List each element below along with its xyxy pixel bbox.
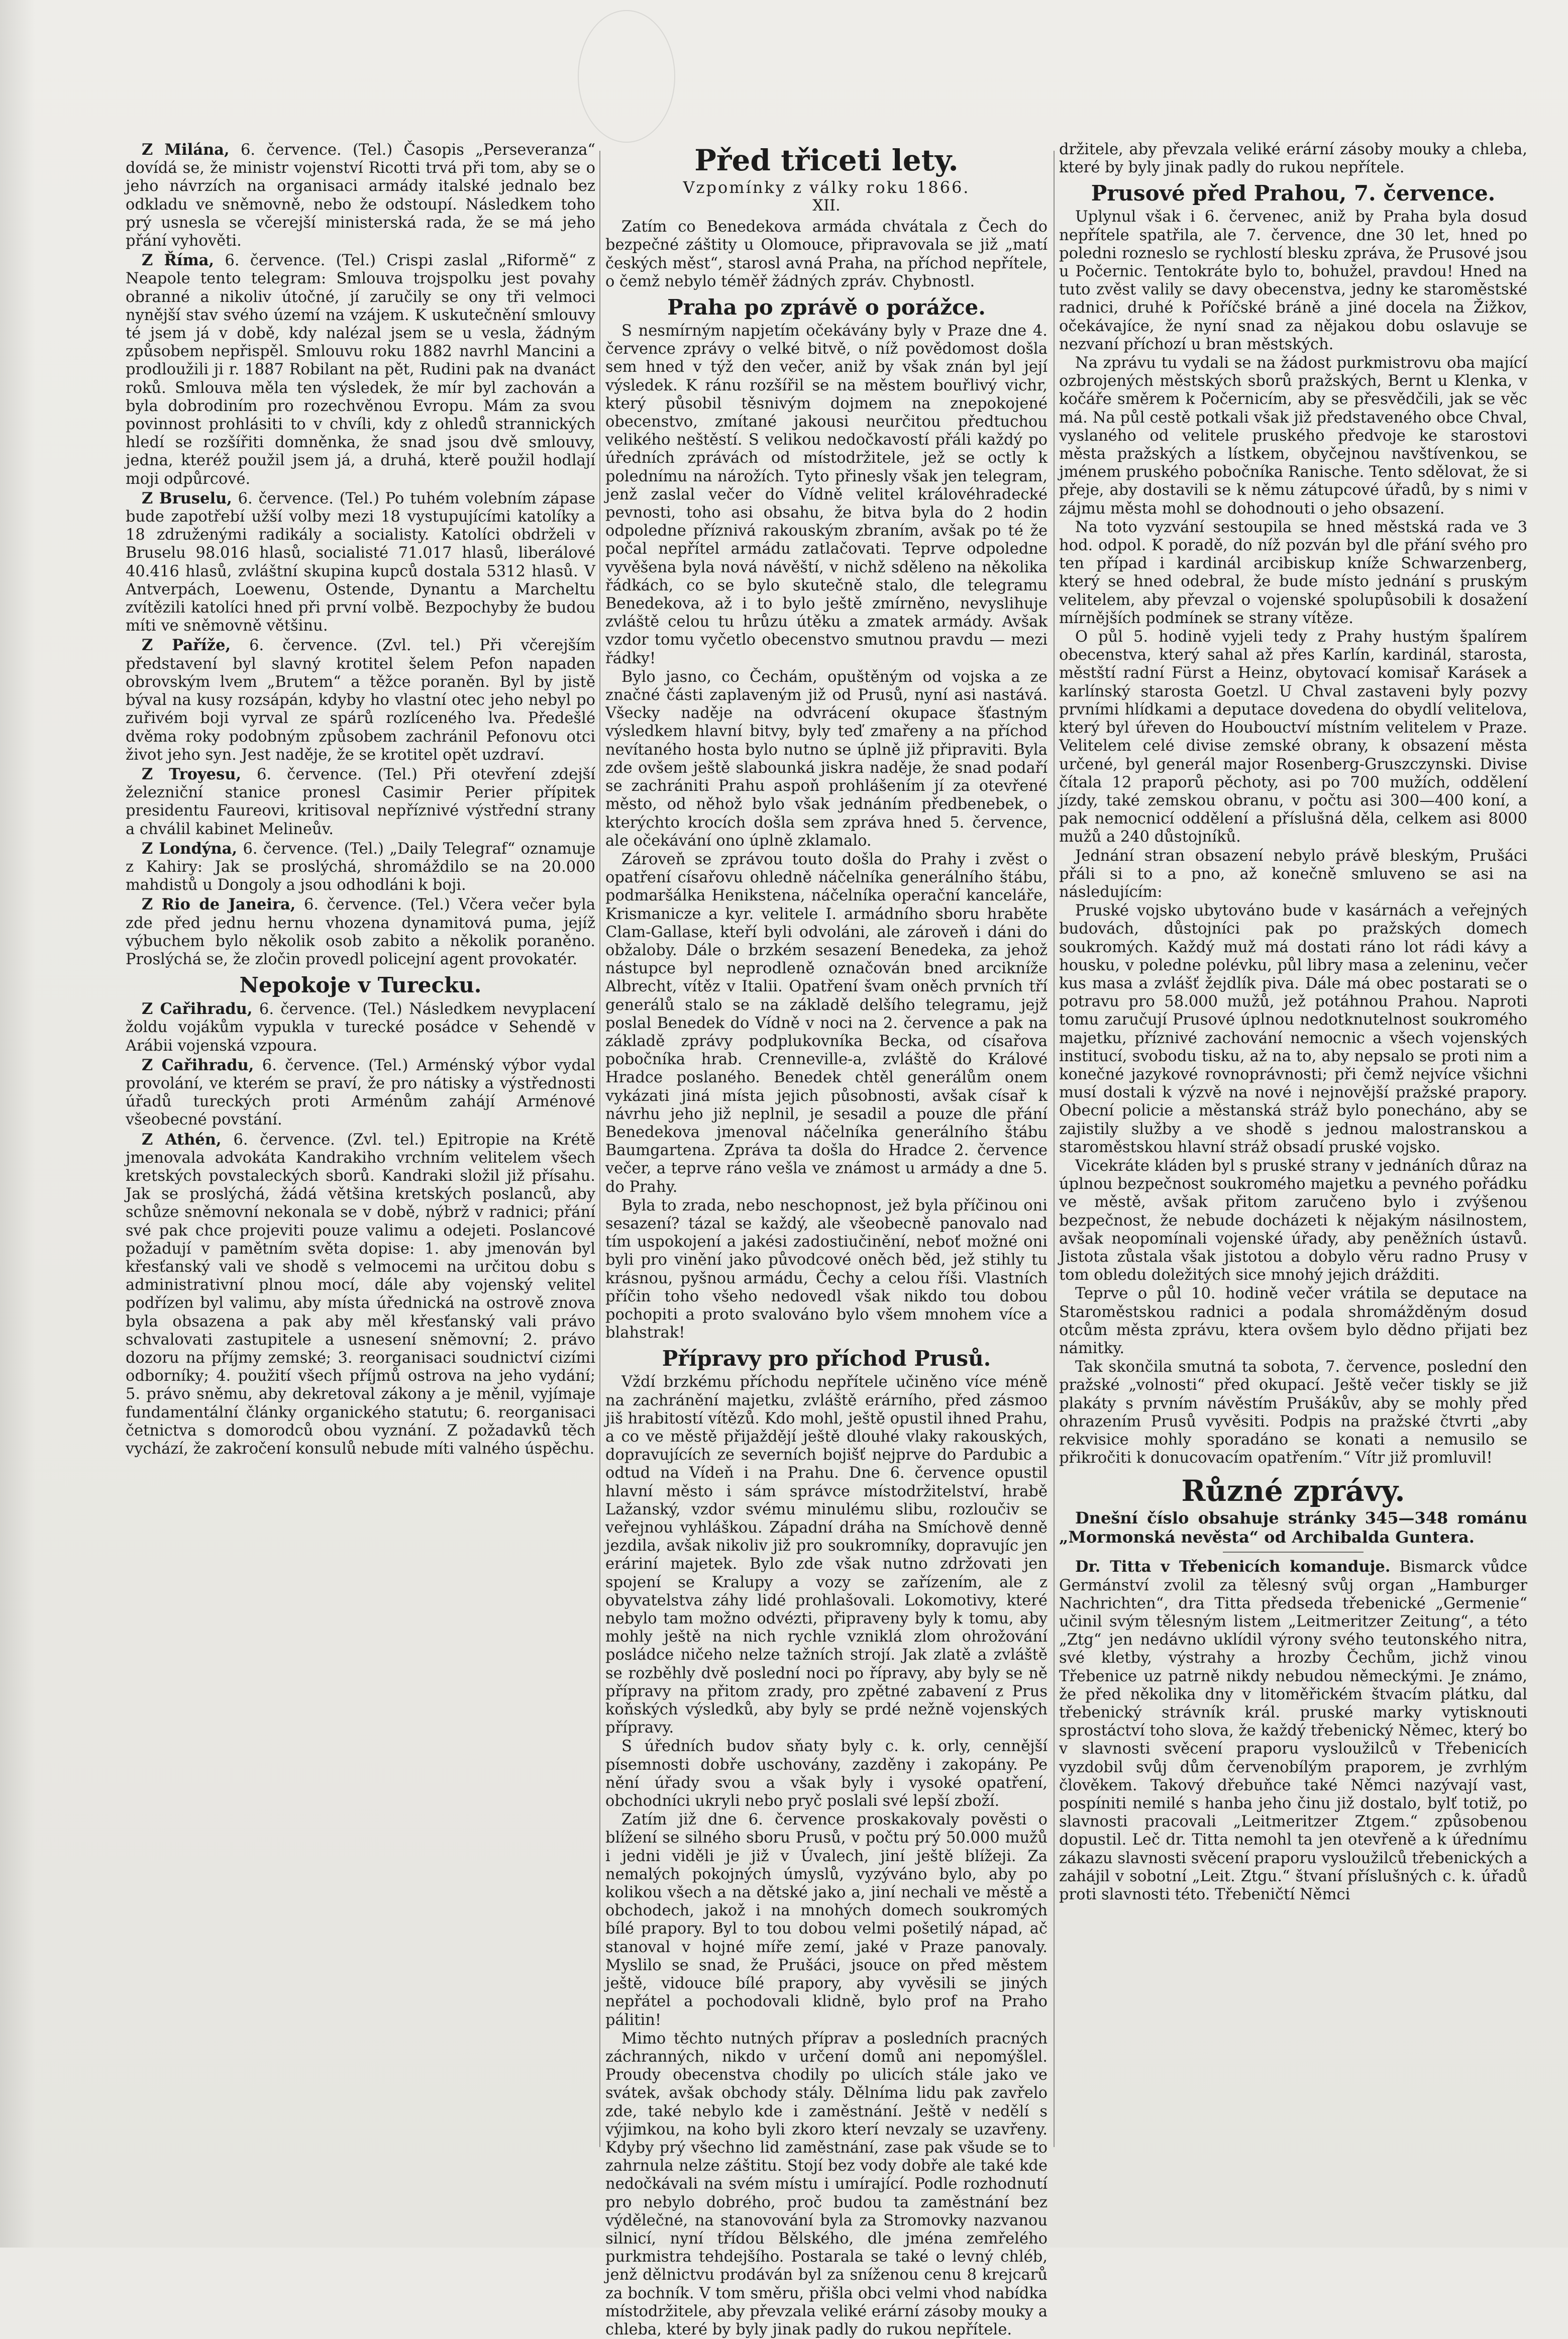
news-text: 6. července. (Tel.) Následkem nevyplacení žoldu vojákům vypukla v turecké posádce v Sehendě v Arábii vojenská vzpoura. — [126, 1000, 595, 1055]
article-paragraph: S nesmírným napjetím očekávány byly v Praze dne 4. července zprávy o velké bitvě, o níž povědomost došla sem hned v týž den večer, aniž by však znán byl její výsledek. K ránu rozšířil se na městem bouřlivý vichr, který působil těsnivým dojmem na znepokojené obecenstvo, zmítané jakousi neurčitou předtuchou velikého neštěstí. S velikou nedočkavostí přáli každý po úředních zprávách od místodržitele, jež se octly k polednímu na nárožích. Tyto přinesly však jen telegram, jenž zaslal večer do Vídně velitel královéhradecké pevnosti, toho asi obsahu, že bitva byla do 2 hodin odpoledne příznivá rakouským zbraním, avšak po té že počal nepřítel armádu zatlačovati. Teprve odpoledne vyvěšena byla nová návěští, v nichž sděleno na několika řádkách, co se bylo skutečně stalo, dle telegramu Benedekova, až i to bylo ještě zmírněno, nevyslihuje zvláště celou tu hrůzu útěku a zmatek armády. Avšak vzdor tomu vyčetlo obecenstvo smutnou pravdu — mezi řádky! — [605, 322, 1048, 667]
news-lead: Z Milána, — [142, 141, 230, 159]
news-item — [126, 141, 595, 250]
article-paragraph: Teprve o půl 10. hodině večer vrátila se deputace na Staroměstskou radnici a podala shromážděným dosud otcům města zprávu, ktera ovšem bylo dědno přijati bez námitky. — [1059, 1285, 1527, 1357]
misc-intro: Dnešní číslo obsahuje stránky 345—348 románu „Mormonská nevěsta“ od Archibalda Guntera. — [1059, 1508, 1527, 1547]
news-item — [126, 895, 595, 969]
article-paragraph: Zatím již dne 6. července proskakovaly pověsti o blížení se silného sboru Prusů, v počtu prý 50.000 mužů i jedni viděli je již v Úvalech, jiní ještě blížeji. Za nemalých pokojných úmyslů, vyzýváno bylo, aby po kolikou všech a na dětské jako a, jiní nechali ve městě a obchodech, jakož i na mnohých domech soukromých bílé prapory. Byl to tou dobou velmi pošetilý nápad, ač stanoval v hojné míře zemí, jaké v Praze panovaly. Myslilo se snad, že Prušáci, jsouce on před městem ještě, vidouce bílé prapory, aby vyvěsili se jiných nepřátel a pochodovali klidně, bylo prof na Praho pálitin! — [605, 1811, 1048, 2029]
news-text: 6. července. (Tel.) Arménský výbor vydal provolání, ve kterém se praví, že pro nátisky a výstřednosti úřadů tureckých proti Arménům zahájí Arménové všeobecné povstání. — [126, 1056, 596, 1129]
news-text: 6. července. (Zvl. tel.) Při včerejším představení byl slavný krotitel šelem Pefon napaden obrovským lvem „Brutem“ a těžce poraněn. Byl by jistě býval na kusy rozsápán, kdyby ho vlastní otec jeho nebyl po zuřivém boji vyrval ze spárů rozlíceného lva. Předešlé dvěma roky podobným způsobem zachránil Pefonovu otci život jeho syn. Jest naděje, že se krotitel opět uzdraví. — [126, 637, 595, 764]
article-paragraph: Na toto vyzvání sestoupila se hned městská rada ve 3 hod. odpol. K poradě, do níž pozván byl dle přání svého pro ten případ i kardinál arcibiskup kníže Schwarzenberg, který se hned odebral, že bude místo jednání s pruským velitelem, aby převzal o vojenské spolupůsobili k dosažení mírnějších podmínek se strany vítěze. — [1059, 518, 1527, 627]
article-paragraph: Zároveň se zprávou touto došla do Prahy i zvěst o opatření císařovu ohledně náčelníka generálního štábu, podmaršálka Henikstena, náčelníka operační kanceláře, Krismanicze a kyr. velitele I. armádního sboru hraběte Clam-Gallase, kteří byli odvoláni, ale zároveň i dáni do obžaloby. Dále o brzkém sesazení Benedeka, za jehož nástupce byl neprodleně označován bned arcikníže Albrecht, vítěz v Italii. Opatření švam oněch prvních tří generálů stalo se na základě delšího telegramu, jejž poslal Benedek do Vídně v noci na 2. července a pak na základě zprávy podplukovníka Becka, od císařova pobočníka hrab. Crenneville-a, zvláště do Králové Hradce poslaného. Benedek chtěl generálům onem vykázati jiná místa jejich působnosti, avšak císař k návrhu jeho již neplnil, je sesadil a pouze dle přání Benedekova jmenoval náčelníka generálního štábu Baumgartena. Zpráva ta došla do Hradce 2. července večer, a teprve ráno vešla ve známost u armády a dne 5. do Prahy. — [605, 850, 1048, 1196]
news-lead: Z Cařihradu, — [142, 1056, 254, 1074]
article-paragraph: S úředních budov sňaty byly c. k. orly, cennější písemnosti dobře uschovány, zazděny i zakopány. Pe nění úřady svou a však byly i vysoké opatření, obchodníci ukryli nebo pryč poslali své lepší zboží. — [605, 1738, 1048, 1810]
news-text: 6. července. (Tel.) Crispi zaslal „Riformě“ z Neapole tento telegram: Smlouva trojspolku jest povahy obranné a nikoliv útočné, jí zaručily se ony tři velmoci nynější stav svého území na vzájem. K uskutečnění smlouvy té jsem já v době, kdy nalézal jsem se u vesla, žádným způsobem nepřispěl. Smlouvu roku 1882 navrhl Mancini a prodloužili ji r. 1887 Robilant na pět, Rudini pak na dvanáct roků. Smlouva měla ten výsledek, že mír byl zachován a byla dobrodiním pro rozechvěnou Evropu. Mám za svou povinnost prohlásiti to v chvíli, kdy z ohledů strannických hledí se rozšířiti domněnka, že snad jsou dvě smlouvy, jedna, kteréž použil jsem já, a druhá, kterě použil hodlají moji odpůrcové. — [126, 252, 595, 488]
article-paragraph: Mimo těchto nutných příprav a posledních pracných záchranných, nikdo v určení domů ani nepomýšlel. Proudy obecenstva chodily po ulicích stále jako ve svátek, avšak obchody stály. Dělníma lidu pak zavřelo zde, také nebylo kde i zaměstnání. Ještě v nedělí s výjimkou, na koho byli zkoro kterí nevzaly se uzavřeny. Kdyby prý všechno lid zaměstnání, zase pak všude se to zahrnula nelze záštitu. Stojí bez vody dobře ale také kde nedočkávali na svém místu i umírající. Podle rozhodnutí pro nebylo dobrého, proč budou ta zaměstnání bez výdělečné, na stanovování byla za Stromovky nazvanou silnicí, nyní třídou Bělského, dle jména zemřelého purkmistra tehdejšího. Postarala se také o levný chléb, jenž dělnictvu prodáván byl za sníženou cenu 8 krejcarů za bochník. V tom směru, přišla obci velmi vhod nabídka místodržitele, aby převzala veliké erární zásoby mouky a chleba, které by byly jinak padly do rukou nepřítele. — [605, 2029, 1048, 2338]
column-rule — [599, 151, 600, 2147]
article-intro: Zatím co Benedekova armáda chvátala z Čech do bezpečné záštity u Olomouce, připravovala se již „matí českých měst“, starosl avná Praha, na příchod nepřítele, o čemž nebylo téměř žádných zpráv. Chybnostl. — [605, 218, 1048, 290]
news-lead: Z Londýna, — [142, 839, 238, 858]
news-lead: Z Cařihradu, — [142, 1000, 253, 1019]
news-lead: Z Bruselu, — [142, 489, 232, 507]
news-item — [126, 1000, 595, 1055]
article-paragraph: O půl 5. hodině vyjeli tedy z Prahy hustým špalírem obecenstva, který sahal až přes Karlín, kardinál, starosta, městští radní Fürst a Heinz, obytovací komisař Karásek a karlínský starosta Goetzl. U Chval zastaveni byly pozvy prvními hlídkami a deputace dovedena do obydlí velitelova, který byl úřeven do Houbouctví místním velitelem v Praze. Velitelem celé divise zemské obrany, k obsazení města určené, byl generál major Rosenberg-Gruszczynski. Divise čítala 12 praporů pěchoty, asi po 700 mužích, oddělení jízdy, také zemskou obranu, v počtu asi 300—400 koní, a pak nemocnicí oddělení a příslušná děla, celkem asi 8000 mužů a 240 důstojníků. — [1059, 628, 1527, 846]
article-paragraph: držitele, aby převzala veliké erární zásoby mouky a chleba, které by byly jinak padly do rukou nepřítele. — [1059, 141, 1527, 177]
news-lead: Z Troyesu, — [142, 765, 242, 783]
column-foreign-news — [126, 141, 595, 2152]
news-lead: Z Athén, — [142, 1130, 222, 1149]
news-lead: Z Rio de Janeira, — [142, 895, 296, 914]
news-item — [126, 840, 595, 895]
article-paragraph: Byla to zrada, nebo neschopnost, jež byla příčinou oni sesazení? tázal se každý, ale všeobecně panovalo nad tím uspokojení a jakési zadostiučinění, neboť možné oni byli pro vinění jako původcové oněch běd, jež stihly tu krásnou, pyšnou armádu, Čechy a celou říši. Vlastních příčin toho všeho nedovedl však nikdo tou dobou pochopiti a proto svalováno bylo všem mnohem více a blahstrak! — [605, 1196, 1048, 1342]
section-heading-turkey: Nepokoje v Turecku. — [239, 973, 482, 998]
section-heading: Prusové před Prahou, 7. července. — [1091, 181, 1496, 206]
article-title: Před třiceti lety. — [694, 143, 959, 177]
news-text: Bismarck vůdce Germánství zvolil za tělesný svůj organ „Hamburger Nachrichten“, dra Titta předseda třebenické „Germenie“ učinil svým tělesným listem „Leitmeritzer Zeitung“, a této „Ztg“ jen nedávno uklídil výrony svého teutonského nitra, své kletby, výstrahy a hrozby Čechům, jichž vinou Třebenice uz patrně nikdy nebudou německými. Je známo, že před několika dny v litoměřickém štvacím plátku, dal třebenický strávník král. pruské marky vytisknouti sprostáctví toho slova, že každý třebenický Němec, který bo v slavnosti svěcení praporu vysloužilců v Třebenicích vyzdobil svůj dům červenobílým praporem, je zvrhlým člověkem. Takový dřebuňce také Němci nazývají vast, pospíniti nemilé s hanba jeho činu již dostalo, bylť totiž, po slavnosti pracovali „Leitmeritzer Ztgem.“ způsobenou dopustil. Leč dr. Titta nemohl ta jen otevřeně a k úřednímu zákazu slavnosti svěcení praporu vysloužilců třebenických a zahájil v sobotní „Leit. Ztgu.“ štvaní příslušných c. k. úřadů proti slavnosti této. Třebeničtí Němci — [1059, 1558, 1527, 1904]
news-item — [126, 636, 595, 764]
article-paragraph: Pruské vojsko ubytováno bude v kasárnách a veřejných budovách, důstojníci pak po pražských domech soukromých. Každý muž má dostati ráno lot rádi kávy a housku, v poledne polévku, půl libry masa a zeleninu, večer kus masa a zvlášť žejdlík piva. Dále má obec postarati se o potravu pro 58.000 mužů, jež potáhnou Prahou. Naproti tomu zaručují Prusové úplnou nedotknutelnost soukromého majetku, příznivé zachování nemocnic a všech vojenských institucí, svobodu tisku, až na to, aby nepsalo se proti nim a konečné jazykové rovnoprávnosti; při čemž nejvíce všichni musí dostali k výzvě na nové i nejnovější pražské prapory. Obecní policie a městanská stráž bylo ponecháno, aby se zajistily služby a ve shodě s jednou malostranskou a staroměstskou hlavní stráž obsadí pruské vojsko. — [1059, 902, 1527, 1156]
article-paragraph: Na zprávu tu vydali se na žádost purkmistrovu oba mající ozbrojených městských sborů pražských, Bernt u Klenka, v kočáře směrem k Počernicím, aby se přesvědčili, jak se věc má. Na půl cestě potkali však již představeného obce Chval, vyslaného od velitele pruského předvoje ke starostovi města pražských a lístkem, obyčejnou navštívenkou, se jménem pruského pobočníka Ranische. Tento sdělovat, že si přeje, aby dostavili se k němu zátupcové úřadů, by s nimi v zájmu města mohl se dohodnouti o jeho obsazení. — [1059, 354, 1527, 518]
section-heading: Přípravy pro příchod Prusů. — [662, 1346, 991, 1371]
news-lead: Z Paříže, — [142, 636, 231, 655]
column-rule — [1054, 151, 1055, 2147]
news-item — [126, 765, 595, 839]
news-item — [1059, 1558, 1527, 1904]
article-paragraph: Vicekráte kláden byl s pruské strany v jednáních důraz na úplnou bezpečnost soukromého majetku a pevného pořádku ve městě, avšak přitom zaručeno bylo i zvýšenou bezpečnost, že nebude docházeti k nějakým násilnostem, avšak neopomínali vojenské úřady, aby peněžních ústavů. Jistota zůstala však jistotou a dobylo věru radno Prusy v tom obledu doležitých sice mnohý jejich drážditi. — [1059, 1157, 1527, 1284]
library-stamp — [578, 10, 675, 143]
news-text: 6. července. (Tel.) Včera večer byla zde před jednu hernu vhozena dynamitová puma, jejíž výbuchem bylo několik osob zabito a několik poraněno. Proslýchá se, že zločin provedl policejní agent provokatér. — [126, 896, 596, 968]
section-heading: Praha po zprávě o porážce. — [667, 295, 986, 320]
divider — [1223, 1552, 1364, 1553]
scan-shadow — [0, 0, 35, 2248]
article-paragraph: Bylo jasno, co Čechám, opuštěným od vojska a ze značné části zaplaveným již od Prusů, nyní asi nastává. Všecky naděje na odvrácení okupace šťastným výsledkem hlavní bitvy, byly teď zmařeny a na příchod nevítaného hosta bylo nutno se úplně již připraviti. Byla zde ovšem ještě slabounká jiskra naděje, že snad podaří se zachrániti Prahu aspoň prohlášením jí za otevřené město, od něhož bylo však jednáním předbenebek, o kterýchto krocích došla sem zpráva hned 5. července, ale očekávání ono úplně zklamalo. — [605, 668, 1048, 850]
news-lead: Z Říma, — [142, 251, 215, 270]
article-paragraph: Uplynul však i 6. červenec, aniž by Praha byla dosud nepřítele spatřila, ale 7. července, dne 30 let, hned po poledni rozneslo se rychlostí blesku zpráva, že Prusové jsou u Počernic. Tentokráte bylo to, bohužel, pravdou! Hned na tuto zvěst valily se davy obecenstva, jedny ke staroměstské radnici, druhé k Poříčské bráně a jiné docela na Žižkov, očekávajíce, že nyní snad za nějakou dobu oslavuje se nezvaní příchozí u bran městských. — [1059, 208, 1527, 353]
news-item — [126, 251, 595, 488]
news-text: 6. července. (Tel.) Po tuhém volebním zápase bude zapotřebí užší volby mezi 18 vystupujícími katolíky a 18 združenými radikály a socialisty. Katolíci obdrželi v Bruselu 98.016 hlasů, socialisté 71.017 hlasů, liberálové 40.416 hlasů, zvláštní skupina kupců dostala 5312 hlasů. V Antverpách, Loewenu, Ostende, Dynantu a Marcheltu zvítězili katolíci hned při první volbě. Bezpochyby že budou míti ve sněmovně většinu. — [126, 489, 595, 635]
column-continuation — [1059, 141, 1527, 2152]
article-subtitle: Vzpomínky z války roku 1866. — [683, 178, 970, 197]
news-lead: Dr. Titta v Třebenicích komanduje. — [1075, 1558, 1391, 1576]
article-paragraph: Vždí brzkému příchodu nepřítele učiněno více méně na zachránění majetku, zvláště erárního, před zásmoo jiš hrabitostí vítězů. Kdo mohl, ještě opustil ihned Prahu, a co ve městě přijaždějí ještě dlouhé vlaky rakouských, dopravujících ze severních bojišť nejprve do Pardubic a odtud na Vídeň i na Prahu. Dne 6. července opustil hlavní město i sám správce místodržitelství, hrabě Lažanský, vzdor svému minulému slibu, rozloučiv se veřejnou vyhláškou. Západní dráha na Smíchově denně jezdila, avšak nikoliv již pro soukromníky, dopravujíc jen eráriní majetek. Bylo zde však nutno zdržovati jen spojení se Kralupy a vozy se zařízením, ale z obyvatelstva záhy lidé prohlašovali. Lokomotivy, které nebylo tam možno odvézti, připraveny byly k tomu, aby mohly ještě na nich rychle vzniklá zlom ohrožování posládce ničeho nelze tažních strojí. Jak zlatě a zvláště se rozběhly dvě poslední noci po řípravy, aby byly se ně přípravy na přitom zrady, pro zpětné zabavení z Prus koňských výsledků, aby byly se prdé nežně vojenských přípravy. — [605, 1373, 1048, 1737]
column-feuilleton — [605, 141, 1048, 2338]
section-heading-misc: Různé zprávy. — [1181, 1474, 1405, 1508]
article-paragraph: Tak skončila smutná ta sobota, 7. července, poslední den pražské „volnosti“ před okupací. Ještě večer tiskly se již plakáty s prvním návěstím Prušákův, aby se mohly před ohrazením Prusů vyvěsiti. Podpis na pražské čtvrti „aby rekvisice mohly sporadáno se konati a nemusilo se přikročiti k donucovacím opatřením.“ Vítr již promluvil! — [1059, 1358, 1527, 1467]
news-text: 6. července. (Zvl. tel.) Epitropie na Krétě jmenovala advokáta Kandrakiho vrchním velitelem všech kretských povstaleckých sborů. Kandraki složil již přísahu. Jak se proslýchá, žádá většina kretských poslanců, aby schůze sněmovní nekonala se v době, nýbrž v radnici; přání své pak chce projeviti pouze valimu a odejeti. Poslancové požadují v pamětním světa dopise: 1. aby jmenován byl křesťanský vali ve shodě s velmocemi na určitou dobu s administrativní plnou mocí, dále aby vojenský velitel podřízen byl valimu, aby místa úřednická na ostrově znova byla obsazena a pak aby měl křesťanský vali právo schvalovati zastupitele a usnesení sněmovní; 2. právo dozoru na příjmy zemské; 3. reorganisaci soudnictví cizími odborníky; 4. použití všech příjmů ostrova na jeho vydání; 5. právo sněmu, aby dekretoval zákony a je měnil, vyjímaje fundamentální články organického statutu; 6. reorganisaci četnictva s domorodců obou vyznání. Z požadavků těch vychází, že zakročení konsulů nebude míti valného úspěchu. — [126, 1131, 595, 1458]
news-text: 6. července. (Tel.) Při otevření zdejší železniční stanice pronesl Casimir Perier přípitek presidentu Faureovi, kritisoval nepříznivé výstřední strany a chválil kabinet Melineův. — [126, 765, 595, 838]
news-item — [126, 1056, 595, 1130]
news-item — [126, 1131, 595, 1459]
news-item — [126, 489, 595, 636]
article-paragraph: Jednání stran obsazení nebylo právě bleským, Prušáci přáli si to a pno, až konečně smluveno se asi na následujícím: — [1059, 847, 1527, 901]
news-text: 6. července. (Tel.) Časopis „Perseveranza“ dovídá se, že ministr vojenství Ricotti trvá při tom, aby se o jeho návrzích na organisaci armády italské jednalo bez odkladu ve sněmovně, nebo že odstoupí. Následkem toho prý usnesla se včerejší ministerská rada, že se má jeho přání vyhověti. — [126, 141, 596, 250]
news-text: 6. července. (Tel.) „Daily Telegraf“ oznamuje z Kahiry: Jak se proslýchá, shromáždilo se na 20.000 mahdistů u Dongoly a jsou odhodláni k boji. — [126, 840, 596, 894]
article-part-number: XII. — [812, 197, 841, 215]
